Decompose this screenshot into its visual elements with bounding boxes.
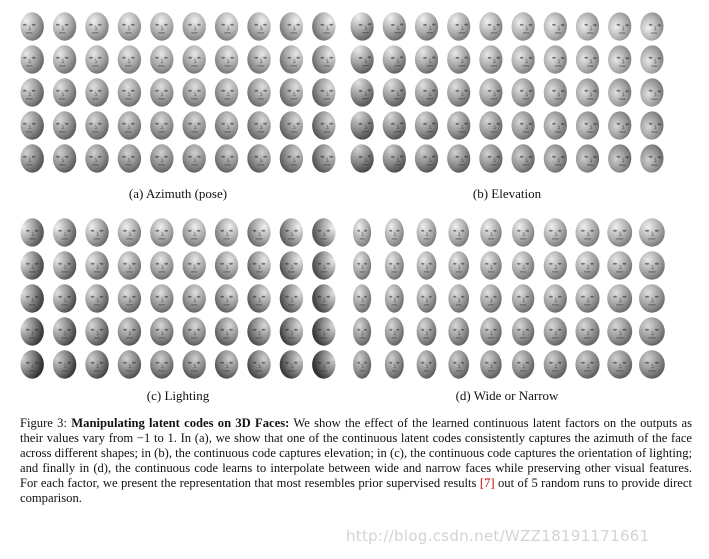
face-thumbnail [150, 350, 173, 378]
face-thumbnail [639, 317, 665, 345]
face-thumbnail [53, 78, 76, 106]
face-thumbnail [575, 45, 599, 74]
face-thumbnail [312, 218, 335, 246]
face-thumbnail [385, 350, 404, 378]
face-thumbnail [21, 78, 44, 106]
face-thumbnail [247, 78, 270, 106]
face-thumbnail [511, 144, 534, 173]
face-thumbnail [544, 251, 567, 279]
face-thumbnail [607, 78, 632, 108]
face-grid-wide-narrow [346, 216, 668, 381]
face-thumbnail [280, 111, 303, 139]
face-thumbnail [607, 251, 632, 279]
face-thumbnail [21, 251, 44, 279]
citation-link[interactable]: [7] [479, 476, 495, 491]
face-thumbnail [543, 12, 567, 41]
face-thumbnail [448, 317, 469, 345]
face-thumbnail [353, 284, 371, 312]
face-thumbnail [183, 111, 206, 139]
face-thumbnail [544, 317, 567, 345]
face-thumbnail [150, 317, 173, 345]
face-thumbnail [183, 251, 206, 279]
face-thumbnail [215, 284, 238, 312]
face-thumbnail [85, 111, 108, 139]
face-thumbnail [21, 111, 44, 139]
face-grid-lighting [16, 216, 340, 381]
face-thumbnail [183, 284, 206, 312]
face-thumbnail [183, 218, 206, 246]
face-thumbnail [607, 12, 632, 42]
face-thumbnail [448, 284, 469, 312]
face-thumbnail [639, 45, 664, 75]
face-thumbnail [21, 284, 44, 312]
face-thumbnail [118, 78, 141, 106]
face-thumbnail [215, 350, 238, 378]
figure-text-end: out of 5 random runs to provide direct comparison. [20, 476, 692, 506]
figure-label: Figure 3: [20, 416, 67, 430]
face-thumbnail [118, 144, 141, 172]
face-thumbnail [280, 12, 303, 40]
face-thumbnail [447, 111, 471, 140]
face-thumbnail [150, 144, 173, 172]
face-thumbnail [183, 144, 206, 172]
face-thumbnail [639, 350, 665, 378]
face-thumbnail [280, 350, 303, 378]
face-thumbnail [85, 144, 108, 172]
face-thumbnail [215, 45, 238, 73]
face-thumbnail [312, 284, 335, 312]
face-thumbnail [353, 350, 371, 378]
face-thumbnail [480, 218, 501, 246]
face-thumbnail [639, 78, 664, 108]
face-thumbnail [247, 284, 270, 312]
face-thumbnail [53, 218, 76, 246]
face-thumbnail [280, 78, 303, 106]
face-thumbnail [575, 12, 599, 41]
face-thumbnail [479, 78, 502, 107]
face-thumbnail [150, 12, 173, 40]
face-thumbnail [512, 284, 534, 312]
face-thumbnail [385, 317, 404, 345]
subcaption-lighting: (c) Lighting [146, 388, 210, 403]
figure-text: We show the effect of the learned continuous latent factors on the outputs as their values vary from −1 to 1. In (a), we show that one of the continuous latent codes consistently captures the azimuth of the face across different shapes; in (b), the continuous code captures elevation; in (c), the continuous code captures the orientation of lighting; and finally in (d), the continuous code learns to interpolate between wide and narrow faces while preserving other visual features. For each factor, we present the representation that most resembles prior supervised results [20, 416, 692, 491]
panel-wide-narrow [346, 216, 668, 406]
face-thumbnail [417, 251, 437, 279]
face-thumbnail [85, 350, 108, 378]
face-thumbnail [21, 144, 44, 172]
face-thumbnail [639, 218, 665, 246]
face-thumbnail [150, 251, 173, 279]
face-thumbnail [382, 144, 407, 174]
face-thumbnail [280, 144, 303, 172]
face-thumbnail [280, 284, 303, 312]
face-thumbnail [312, 45, 335, 73]
face-thumbnail [544, 218, 567, 246]
face-thumbnail [183, 78, 206, 106]
face-thumbnail [447, 78, 471, 107]
face-thumbnail [247, 12, 270, 40]
face-thumbnail [353, 251, 371, 279]
panel-elevation [346, 10, 668, 205]
face-thumbnail [575, 111, 599, 140]
face-thumbnail [21, 350, 44, 378]
face-thumbnail [417, 317, 437, 345]
face-thumbnail [312, 144, 335, 172]
face-thumbnail [280, 251, 303, 279]
face-thumbnail [512, 251, 534, 279]
face-thumbnail [183, 45, 206, 73]
face-thumbnail [85, 317, 108, 345]
face-thumbnail [382, 111, 407, 141]
face-thumbnail [575, 284, 599, 312]
face-thumbnail [639, 111, 664, 141]
subcaption-elevation: (b) Elevation [472, 186, 542, 201]
face-thumbnail [417, 284, 437, 312]
face-thumbnail [247, 350, 270, 378]
face-thumbnail [85, 284, 108, 312]
face-grid-svg [346, 216, 668, 381]
face-thumbnail [607, 317, 632, 345]
face-thumbnail [447, 45, 471, 74]
face-thumbnail [382, 78, 407, 108]
face-thumbnail [512, 218, 534, 246]
face-thumbnail [53, 111, 76, 139]
face-thumbnail [118, 317, 141, 345]
face-thumbnail [544, 284, 567, 312]
face-thumbnail [544, 350, 567, 378]
face-thumbnail [575, 251, 599, 279]
face-thumbnail [350, 144, 375, 174]
face-thumbnail [215, 111, 238, 139]
face-thumbnail [382, 12, 407, 42]
face-thumbnail [639, 284, 665, 312]
face-thumbnail [118, 284, 141, 312]
face-thumbnail [118, 218, 141, 246]
face-thumbnail [575, 317, 599, 345]
face-thumbnail [280, 317, 303, 345]
subcaption-wide-narrow: (d) Wide or Narrow [455, 388, 559, 403]
face-thumbnail [417, 350, 437, 378]
face-thumbnail [53, 12, 76, 40]
face-thumbnail [385, 251, 404, 279]
face-thumbnail [350, 45, 375, 75]
face-thumbnail [480, 284, 501, 312]
face-thumbnail [247, 317, 270, 345]
face-thumbnail [312, 317, 335, 345]
face-thumbnail [312, 350, 335, 378]
face-thumbnail [150, 111, 173, 139]
face-thumbnail [447, 12, 471, 41]
face-thumbnail [118, 45, 141, 73]
face-thumbnail [511, 111, 534, 140]
face-thumbnail [511, 45, 534, 74]
face-thumbnail [511, 12, 534, 41]
face-thumbnail [575, 78, 599, 107]
face-thumbnail [607, 350, 632, 378]
face-thumbnail [183, 350, 206, 378]
face-thumbnail [543, 144, 567, 173]
face-thumbnail [215, 144, 238, 172]
face-thumbnail [414, 111, 438, 140]
face-thumbnail [150, 78, 173, 106]
face-thumbnail [575, 144, 599, 173]
face-thumbnail [53, 45, 76, 73]
face-thumbnail [385, 284, 404, 312]
face-thumbnail [607, 111, 632, 141]
face-thumbnail [350, 12, 375, 42]
face-thumbnail [448, 251, 469, 279]
face-thumbnail [448, 350, 469, 378]
face-thumbnail [85, 218, 108, 246]
face-thumbnail [215, 251, 238, 279]
face-thumbnail [607, 218, 632, 246]
face-thumbnail [215, 12, 238, 40]
face-thumbnail [85, 78, 108, 106]
face-thumbnail [512, 350, 534, 378]
face-thumbnail [215, 317, 238, 345]
figure-title: Manipulating latent codes on 3D Faces: [71, 416, 290, 430]
face-thumbnail [280, 218, 303, 246]
face-thumbnail [150, 45, 173, 73]
face-thumbnail [21, 12, 44, 40]
face-thumbnail [447, 144, 471, 173]
face-thumbnail [312, 12, 335, 40]
face-grid-svg [16, 216, 340, 381]
face-thumbnail [118, 12, 141, 40]
face-thumbnail [21, 317, 44, 345]
face-thumbnail [414, 45, 438, 74]
face-thumbnail [639, 251, 665, 279]
face-thumbnail [480, 251, 501, 279]
face-thumbnail [118, 111, 141, 139]
face-thumbnail [247, 45, 270, 73]
face-thumbnail [53, 350, 76, 378]
face-thumbnail [480, 350, 501, 378]
face-thumbnail [53, 251, 76, 279]
face-thumbnail [280, 45, 303, 73]
face-thumbnail [118, 251, 141, 279]
face-thumbnail [414, 12, 438, 41]
face-thumbnail [53, 144, 76, 172]
face-grid-svg [16, 10, 340, 175]
face-thumbnail [118, 350, 141, 378]
face-grid-svg [346, 10, 668, 175]
face-thumbnail [247, 111, 270, 139]
face-thumbnail [183, 12, 206, 40]
face-thumbnail [183, 317, 206, 345]
face-thumbnail [53, 317, 76, 345]
face-thumbnail [414, 144, 438, 173]
panel-lighting [16, 216, 340, 406]
face-thumbnail [639, 12, 664, 42]
face-thumbnail [511, 78, 534, 107]
face-thumbnail [639, 144, 664, 174]
face-thumbnail [479, 45, 502, 74]
face-thumbnail [543, 111, 567, 140]
face-thumbnail [382, 45, 407, 75]
figure-caption [20, 416, 692, 507]
watermark: http://blog.csdn.net/WZZ18191171661 [346, 527, 650, 545]
face-thumbnail [247, 251, 270, 279]
face-thumbnail [607, 284, 632, 312]
face-thumbnail [21, 45, 44, 73]
panel-azimuth [16, 10, 340, 205]
face-thumbnail [150, 218, 173, 246]
face-thumbnail [575, 350, 599, 378]
face-thumbnail [353, 317, 371, 345]
face-thumbnail [353, 218, 371, 246]
face-thumbnail [150, 284, 173, 312]
face-thumbnail [247, 144, 270, 172]
face-thumbnail [543, 78, 567, 107]
face-thumbnail [607, 144, 632, 174]
face-thumbnail [385, 218, 404, 246]
face-thumbnail [543, 45, 567, 74]
face-thumbnail [85, 45, 108, 73]
face-thumbnail [479, 12, 502, 41]
face-thumbnail [312, 111, 335, 139]
face-thumbnail [312, 251, 335, 279]
face-thumbnail [312, 78, 335, 106]
face-thumbnail [448, 218, 469, 246]
face-thumbnail [417, 218, 437, 246]
face-thumbnail [512, 317, 534, 345]
face-thumbnail [247, 218, 270, 246]
face-thumbnail [480, 317, 501, 345]
face-thumbnail [414, 78, 438, 107]
face-thumbnail [575, 218, 599, 246]
face-thumbnail [53, 284, 76, 312]
face-thumbnail [85, 251, 108, 279]
face-thumbnail [21, 218, 44, 246]
subcaption-azimuth: (a) Azimuth (pose) [128, 186, 228, 201]
face-thumbnail [215, 218, 238, 246]
face-thumbnail [350, 111, 375, 141]
face-thumbnail [479, 144, 502, 173]
face-grid-azimuth [16, 10, 340, 175]
face-thumbnail [350, 78, 375, 108]
face-grid-elevation [346, 10, 668, 175]
face-thumbnail [215, 78, 238, 106]
face-thumbnail [607, 45, 632, 75]
face-thumbnail [85, 12, 108, 40]
face-thumbnail [479, 111, 502, 140]
